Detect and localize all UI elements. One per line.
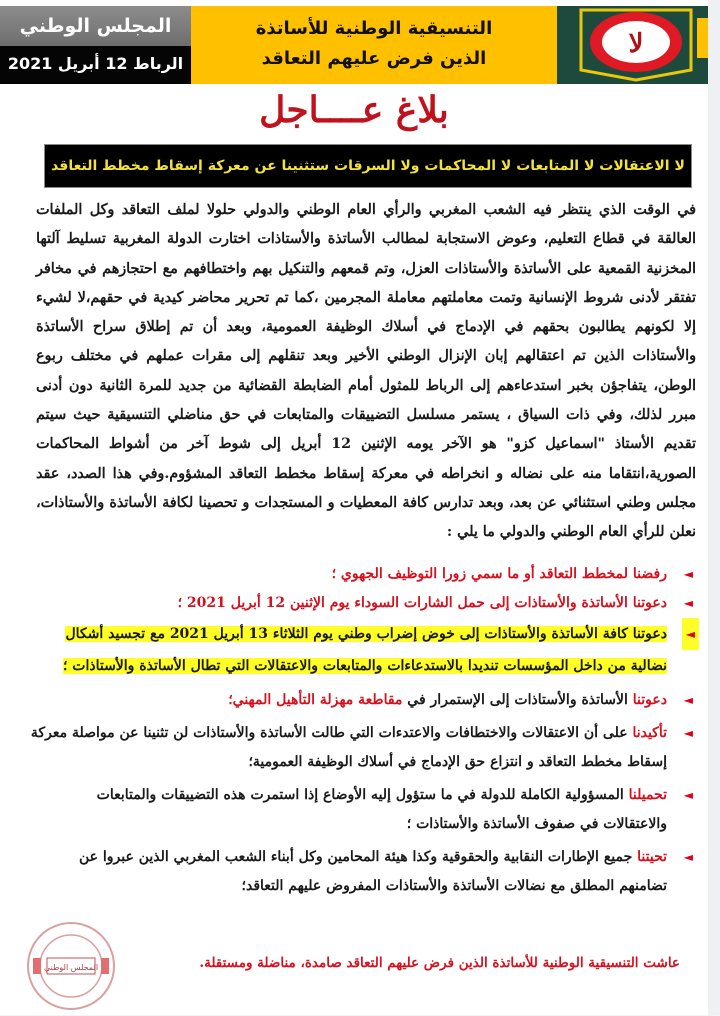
list-item: ◄ رفضنا لمخطط التعاقد أو ما سمي زورا التوظيف الجهوي ؛ (30, 560, 705, 589)
council-label: المجلس الوطني (0, 6, 191, 46)
letterhead (0, 6, 708, 84)
organization-emblem-icon (557, 6, 708, 84)
bullet-arrow-icon: ◄ (683, 850, 693, 864)
headline-banner: لا الاعتقالات لا المتابعات لا المحاكمات ولا السرقات ستثنينا عن معركة إسقاط مخطط التعاقد (44, 144, 692, 188)
place-date: الرباط 12 أبريل 2021 (0, 46, 191, 84)
list-item: ◄ تأكيدنا على أن الاعتقالات والاختطافات والاعتدءات التي طالت الأساتذة والأستاذات لن تثنينا عن مواصلة معركة إسقاط مخطط التعاقد و انتزاع حق الإدماج في أسلاك الوظيفة العمومية؛ (30, 719, 705, 777)
bullet-arrow-icon: ◄ (683, 567, 693, 581)
bullet-arrow-icon: ◄ (682, 618, 699, 650)
statement-body: في الوقت الذي ينتظر فيه الشعب المغربي والرأي العام الوطني والدولي حلولا لملف التعاقد وكل الملفات العالقة في قطاع التعليم، وعوض الاستجابة لمطالب الأساتذة والأستاذات اختارت الدولة المغربية تسليط آلتها المخزنية القمعية على الأساتذة والأستاذات العزل، وتم قمعهم والتنكيل بهم واختطافهم مع احتجازهم في مخافر تفتقر لأدنى شروط الإنسانية وتمت معاملتهم معاملة المجرمين ،كما تم تحرير محاضر كيدية في حقهم،لا لشيء إلا لكونهم يطالبون بحقهم في الإدماج في أسلاك الوظيفة العمومية، وبعد أن تم إطلاق سراح الأساتذة والأستاذات الذين تم اعتقالهم إبان الإنزال الوطني الأخير وبعد تنقلهم إلى مقرات عملهم في مختلف ربوع الوطن، يتفاجؤن بخبر استدعاءهم إلى الرباط للمثول أمام الضابطة القضائية من جديد للمرة الثانية دون أدنى مبرر لذلك، وفي ذات السياق ، يستمر مسلسل التضييقات والمتابعات في حق مناضلي التنسيقية حيث سيتم تقديم الأستاذ "اسماعيل كزو" هو الآخر يومه الإثنين 12 أبريل إلى شوط آخر من أشواط المحاكمات الصورية،انتقاما منه على نضاله و انخراطه في معركة إسقاط مخطط التعاقد المشؤوم.وفي هذا الصدد، عقد مجلس وطني استثنائي عن بعد، وبعد تدارس كافة المعطيات و المستجدات و تحصينا لكافة الأساتذة والأستاذات، نعلن للرأي العام الوطني والدولي ما يلي : (36, 202, 697, 541)
list-item: ◄ تحيتنا جميع الإطارات النقابية والحقوقية وكذا هيئة المحامين وكل أبناء الشعب المغربي الذين عبروا عن تضامنهم المطلق مع نضالات الأساتذة والأستاذات المفروض عليهم التعاقد؛ (30, 843, 705, 901)
bullet-arrow-icon: ◄ (683, 596, 693, 610)
bullet-arrow-icon: ◄ (683, 788, 693, 802)
stamp-label: المجلس الوطني (43, 963, 99, 972)
list-item-highlighted: ◄ دعوتنا كافة الأساتذة والأستاذات إلى خوض إضراب وطني يوم الثلاثاء 13 أبريل 2021 مع تجسيد أشكال نضالية من داخل المؤسسات تنديدا بالاستدعاءات والمتابعات والاعتقالات التي تطال الأساتذة والأستاذات ؛ (30, 618, 705, 682)
svg-text:لا: لا (628, 29, 644, 59)
org-name-line2: الذين فرض عليهم التعاقد (261, 48, 487, 69)
demands-list (30, 560, 705, 901)
official-stamp-icon (25, 920, 117, 1012)
page-title: بلاغ عــــاجل (259, 89, 449, 131)
list-item: ◄ دعوتنا الأساتذة والأستاذات إلى حمل الشارات السوداء يوم الإثنين 12 أبريل 2021 ؛ (30, 589, 705, 618)
page-margin (708, 0, 720, 1015)
bullet-arrow-icon: ◄ (683, 726, 693, 740)
list-item: ◄ تحميلنا المسؤولية الكاملة للدولة في ما ستؤول إليه الأوضاع إذا استمرت هذه التضييقات والمتابعات والاعتقالات في صفوف الأساتذة والأستاذات ؛ (30, 781, 705, 839)
list-item: ◄ دعوتنا الأساتذة والأستاذات إلى الإستمرار في مقاطعة مهزلة التأهيل المهني؛ (30, 686, 705, 715)
organization-name (191, 6, 557, 84)
closing-slogan: عاشت التنسيقية الوطنية للأساتذة الذين فرض عليهم التعاقد صامدة، مناضلة ومستقلة. (199, 955, 680, 971)
bullet-arrow-icon: ◄ (683, 693, 693, 707)
org-name-line1: التنسيقية الوطنية للأساتذة (255, 18, 493, 39)
header-council-box (0, 6, 191, 84)
